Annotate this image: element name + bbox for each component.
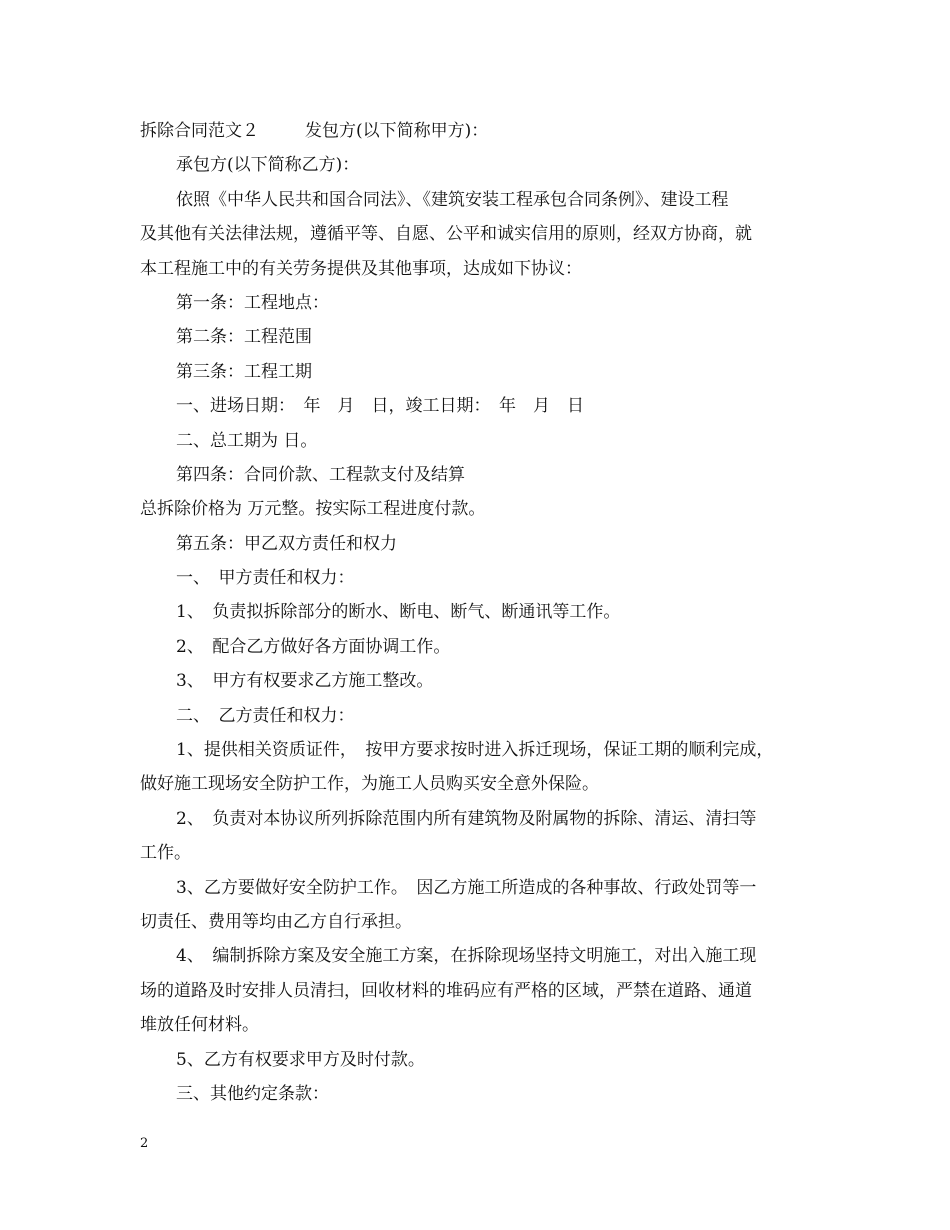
document-body <box>140 114 820 1111</box>
paragraph-line: 及其他有关法律法规，遵循平等、自愿、公平和诚实信用的原则，经双方协商，就 <box>140 224 752 245</box>
paragraph-line: 本工程施工中的有关劳务提供及其他事项，达成如下协议： <box>140 258 582 279</box>
document-heading-line <box>140 114 820 148</box>
paragraph-line: 承包方(以下简称乙方)： <box>176 155 360 176</box>
paragraph-line: 一、进场日期： 年 月 日，竣工日期： 年 月 日 <box>176 396 584 417</box>
list-item: 4、 编制拆除方案及安全施工方案，在拆除现场坚持文明施工，对出入施工现 <box>176 946 757 967</box>
list-item: 1、 负责拟拆除部分的断水、断电、断气、断通讯等工作。 <box>176 602 621 623</box>
document-title: 拆除合同范文２ <box>140 121 259 141</box>
list-item: 2、 负责对本协议所列拆除范围内所有建筑物及附属物的拆除、清运、清扫等 <box>176 808 757 829</box>
paragraph-line: 二、总工期为 日。 <box>176 430 318 451</box>
paragraph-line: 工作。 <box>140 843 191 864</box>
list-item: 2、 配合乙方做好各方面协调工作。 <box>176 636 451 657</box>
clause-heading: 第一条：工程地点： <box>176 292 329 313</box>
paragraph-line: 场的道路及时安排人员清扫，回收材料的堆码应有严格的区域，严禁在道路、通道 <box>140 980 752 1001</box>
paragraph-line: 切责任、费用等均由乙方自行承担。 <box>140 911 412 932</box>
list-item: 3、 甲方有权要求乙方施工整改。 <box>176 671 434 692</box>
list-item: 1、提供相关资质证件， 按甲方要求按时进入拆迁现场，保证工期的顺利完成， <box>176 740 774 761</box>
clause-heading: 第三条：工程工期 <box>176 361 312 382</box>
paragraph-line: 依照《中华人民共和国合同法》、《建筑安装工程承包合同条例》、建设工程 <box>176 189 729 210</box>
clause-heading: 第四条：合同价款、工程款支付及结算 <box>176 464 465 485</box>
clause-heading: 第五条：甲乙双方责任和权力 <box>176 533 397 554</box>
paragraph-line: 堆放任何材料。 <box>140 1015 259 1036</box>
section-heading: 三、其他约定条款： <box>176 1083 329 1104</box>
section-heading: 二、 乙方责任和权力： <box>176 705 355 726</box>
employer-party-label: 发包方(以下简称甲方)： <box>305 121 489 141</box>
list-item: 3、乙方要做好安全防护工作。 因乙方施工所造成的各种事故、行政处罚等一 <box>176 877 757 898</box>
paragraph-line: 做好施工现场安全防护工作，为施工人员购买安全意外保险。 <box>140 774 599 795</box>
section-heading: 一、 甲方责任和权力： <box>176 568 355 589</box>
list-item: 5、乙方有权要求甲方及时付款。 <box>176 1049 425 1070</box>
paragraph-line: 总拆除价格为 万元整。按实际工程进度付款。 <box>140 499 486 520</box>
page-number: 2 <box>140 1136 149 1151</box>
clause-heading: 第二条：工程范围 <box>176 327 312 348</box>
